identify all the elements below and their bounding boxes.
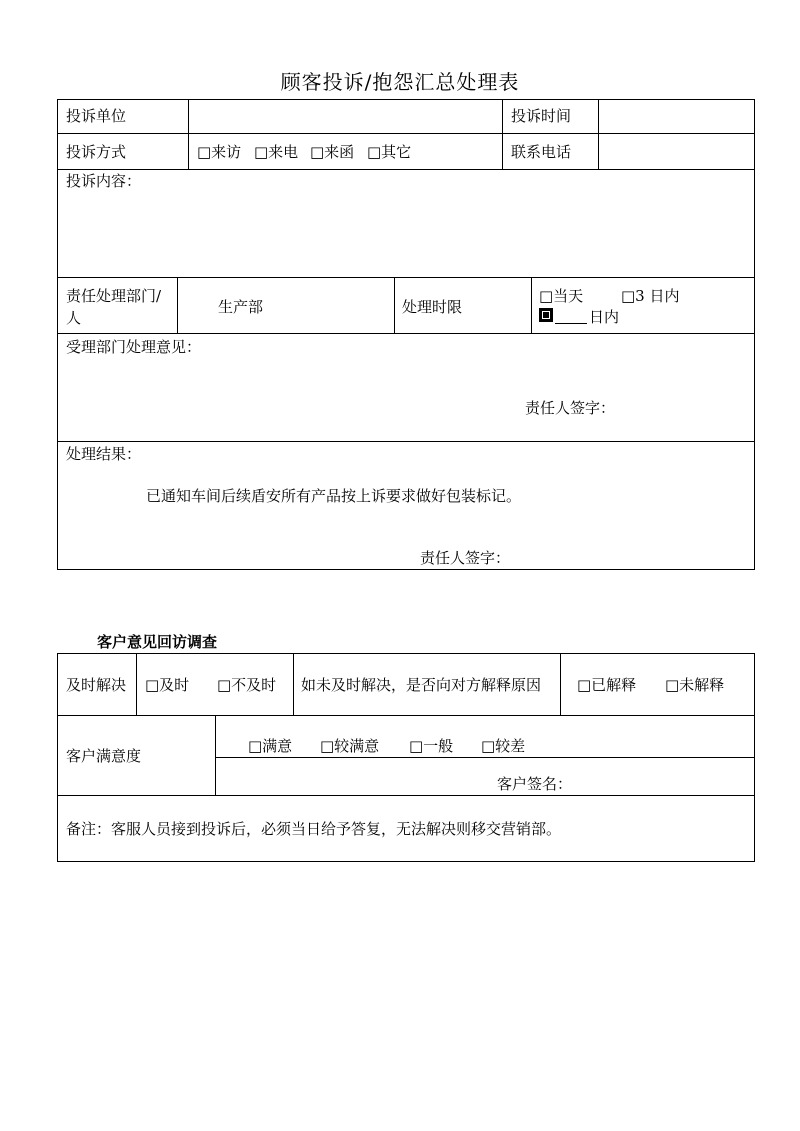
customer-signature-label: 客户签名： <box>497 775 573 793</box>
timely-option-no[interactable]: □不及时 <box>217 676 277 694</box>
complaint-method-label: 投诉方式 <box>66 143 127 161</box>
deadline-custom-suffix: 日内 <box>589 308 620 326</box>
result-label: 处理结果： <box>66 445 142 463</box>
deadline-custom-checkbox[interactable] <box>539 308 553 322</box>
complaint-time-label: 投诉时间 <box>511 107 572 125</box>
deadline-label: 处理时限 <box>402 298 463 316</box>
satisfaction-option-average[interactable]: □一般 <box>409 737 454 755</box>
method-option-phone[interactable]: □来电 <box>254 143 299 161</box>
dept-opinion-label: 受理部门处理意见： <box>66 338 202 356</box>
explain-option-no[interactable]: □未解释 <box>665 676 725 694</box>
satisfaction-label: 客户满意度 <box>66 747 142 765</box>
responsible-dept-value: 生产部 <box>218 298 264 316</box>
responsible-dept-label-line2: 人 <box>66 309 82 327</box>
result-text: 已通知车间后续盾安所有产品按上诉要求做好包装标记。 <box>146 487 522 505</box>
responsible-dept-label-line1: 责任处理部门/ <box>66 287 162 305</box>
satisfaction-option-fairly-satisfied[interactable]: □较满意 <box>320 737 380 755</box>
satisfaction-option-satisfied[interactable]: □满意 <box>248 737 293 755</box>
complaint-content-field[interactable] <box>58 192 754 277</box>
form-title: 顾客投诉/抱怨汇总处理表 <box>280 70 520 94</box>
method-option-visit[interactable]: □来访 <box>197 143 242 161</box>
complaint-content-label: 投诉内容： <box>66 172 142 190</box>
explain-option-yes[interactable]: □已解释 <box>577 676 637 694</box>
contact-phone-label: 联系电话 <box>511 143 572 161</box>
satisfaction-option-poor[interactable]: □较差 <box>481 737 526 755</box>
deadline-custom-days-blank[interactable] <box>555 323 587 324</box>
timely-resolve-label: 及时解决 <box>66 676 127 694</box>
contact-phone-field[interactable] <box>599 134 754 169</box>
opinion-signature-label: 责任人签字： <box>525 399 616 417</box>
method-option-letter[interactable]: □来函 <box>310 143 355 161</box>
deadline-option-3-days[interactable]: □3 日内 <box>621 287 680 305</box>
explain-question: 如未及时解决，是否向对方解释原因 <box>301 676 542 694</box>
result-signature-label: 责任人签字： <box>420 549 511 567</box>
note-text: 备注：客服人员接到投诉后，必须当日给予答复，无法解决则移交营销部。 <box>66 820 562 838</box>
deadline-option-same-day[interactable]: □当天 <box>539 287 584 305</box>
complaint-unit-field[interactable] <box>189 100 502 133</box>
complaint-time-field[interactable] <box>599 100 754 133</box>
complaint-unit-label: 投诉单位 <box>66 107 127 125</box>
survey-title: 客户意见回访调查 <box>97 633 218 651</box>
method-option-other[interactable]: □其它 <box>367 143 412 161</box>
timely-option-yes[interactable]: □及时 <box>145 676 190 694</box>
